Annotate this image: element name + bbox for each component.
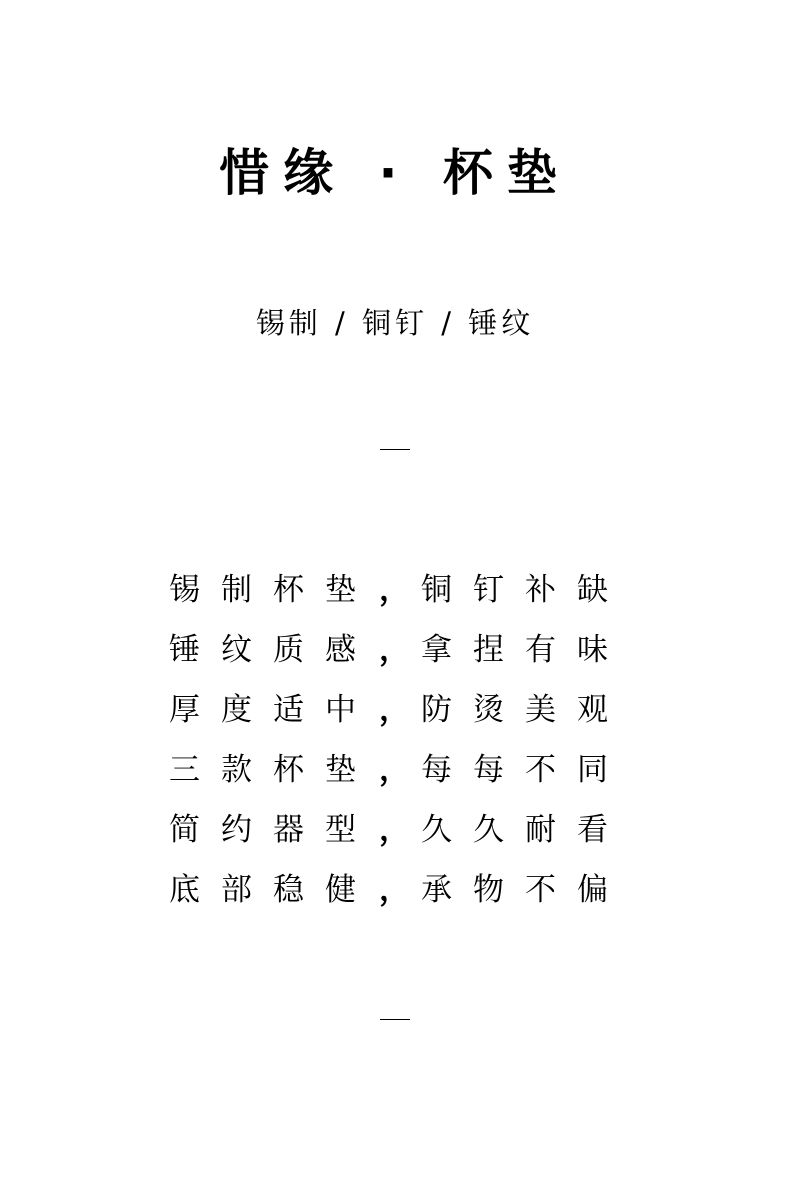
poem-line-second-half: 铜钉补缺 [421, 572, 629, 608]
poem-line [169, 800, 629, 860]
poem-line-second-half: 防烫美观 [421, 692, 629, 728]
divider-top [380, 449, 410, 450]
poem-line [169, 740, 629, 800]
poem-line [169, 560, 629, 620]
poem-line-second-half: 拿捏有味 [421, 632, 629, 668]
poem-line [169, 680, 629, 740]
subtitle-materials: 锡制 / 铜钉 / 锤纹 [255, 306, 535, 340]
poem-line-first-half: 底部稳健 [169, 872, 377, 908]
poem-line-second-half: 承物不偏 [421, 872, 629, 908]
page-title: 惜缘 · 杯垫 [219, 144, 571, 202]
poem-line-first-half: 简约器型 [169, 812, 377, 848]
poem-line-comma: ， [379, 572, 410, 608]
poem-line-first-half: 三款杯垫 [169, 752, 377, 788]
poem-line [169, 860, 629, 920]
poem-line-comma: ， [379, 752, 410, 788]
poem-line-second-half: 每每不同 [421, 752, 629, 788]
poem-line-comma: ， [379, 872, 410, 908]
poem-line-comma: ， [379, 632, 410, 668]
poem-line-second-half: 久久耐看 [421, 812, 629, 848]
poem-line-comma: ， [379, 692, 410, 728]
poem-block [169, 560, 629, 920]
poem-line-comma: ， [379, 812, 410, 848]
divider-bottom [380, 1019, 410, 1020]
poem-line-first-half: 锤纹质感 [169, 632, 377, 668]
poem-line-first-half: 厚度适中 [169, 692, 377, 728]
poem-line [169, 620, 629, 680]
poem-line-first-half: 锡制杯垫 [169, 572, 377, 608]
